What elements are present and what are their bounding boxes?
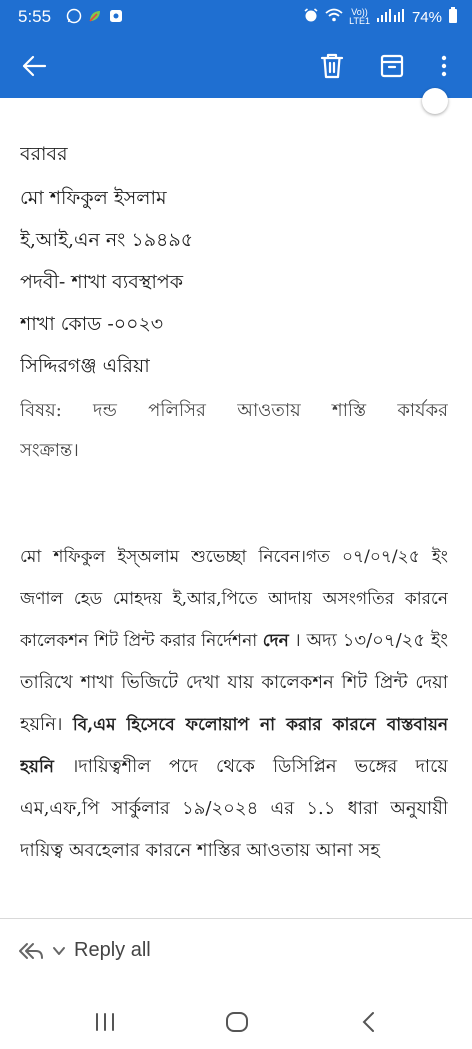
paragraph-part-3: ।দায়িত্বশীল পদে থেকে ডিসিপ্লিন ভঙ্গের দায়ে এম,এফ,পি সার্কুলার ১৯/২০২৪ এর ১.১ ধারা অনুযায়ী দায়িত্ব অবহেলার কারনে শাস্তির আওতায় আনা সহ bbox=[20, 756, 448, 861]
address-line-2: মো শফিকুল ইসলাম bbox=[20, 187, 167, 209]
reply-all-button[interactable] bbox=[18, 939, 151, 962]
network-label bbox=[349, 8, 370, 26]
email-body bbox=[20, 110, 448, 918]
app-leaf-icon bbox=[87, 8, 103, 27]
paragraph-bold-2: বি,এম হিসেবে ফলোয়াপ না করার কারনে বাস্তবায়ন হয়নি bbox=[20, 715, 448, 777]
toolbar bbox=[0, 34, 472, 98]
battery-icon bbox=[448, 7, 458, 27]
back-chevron-icon bbox=[361, 1011, 377, 1033]
more-options-button[interactable] bbox=[426, 48, 462, 84]
subject-line-2: সংক্রান্ত। bbox=[20, 440, 79, 461]
reply-all-label: Reply all bbox=[74, 939, 151, 961]
network-label-top: Vo)) bbox=[351, 7, 368, 17]
address-line-5: শাখা কোড -০০২৩ bbox=[20, 313, 164, 335]
archive-icon bbox=[380, 54, 404, 78]
trash-icon bbox=[320, 53, 344, 79]
home-button[interactable] bbox=[222, 1008, 252, 1036]
back-nav-button[interactable] bbox=[354, 1008, 384, 1036]
address-line-4: পদবী- শাখা ব্যবস্থাপক bbox=[20, 271, 184, 293]
address-line-1: বরাবর bbox=[20, 143, 68, 165]
home-icon bbox=[225, 1011, 249, 1033]
archive-button[interactable] bbox=[374, 48, 410, 84]
whatsapp-icon bbox=[66, 8, 82, 27]
subject-line-1: বিষয়: দন্ড পলিসির আওতায় শাস্তি কার্যকর bbox=[20, 400, 448, 421]
chevron-down-icon bbox=[52, 946, 66, 956]
paragraph-part-2: । অদ্য ১৩/০৭/২৫ ইং তারিখে শাখা ভিজিটে দেখা যায় কালেকশন শিট প্রিন্ট দেয়া হয়নি। bbox=[20, 630, 448, 735]
signal-icon bbox=[376, 8, 406, 26]
email-paragraph bbox=[20, 536, 448, 872]
recent-apps-button[interactable] bbox=[90, 1008, 120, 1036]
network-label-bottom: LTE1 bbox=[349, 16, 370, 26]
app-square-icon bbox=[108, 8, 124, 27]
status-time: 5:55 bbox=[18, 7, 52, 26]
reply-all-icon bbox=[18, 941, 44, 961]
status-right bbox=[303, 7, 458, 27]
more-vert-icon bbox=[440, 54, 448, 78]
battery-text: 74% bbox=[411, 8, 442, 26]
delete-button[interactable] bbox=[314, 48, 350, 84]
status-bar bbox=[0, 0, 472, 34]
app-header bbox=[0, 0, 472, 98]
back-arrow-icon bbox=[21, 54, 47, 78]
back-button[interactable] bbox=[16, 48, 52, 84]
paragraph-part-1: মো শফিকুল ইস্অলাম শুভেচ্ছা নিবেন।গত ০৭/০৭/২৫ ইং জণাল হেড মোহদয় ই,আর,পিতে আদায় অসংগতির কারনে কালেকশন শিট প্রিন্ট করার নির্দেশনা bbox=[20, 547, 448, 651]
address-line-6: সিদ্দিরগঞ্জ এরিয়া bbox=[20, 355, 150, 377]
system-nav-bar bbox=[0, 994, 472, 1049]
notification-icons bbox=[66, 8, 124, 27]
alarm-icon bbox=[303, 7, 319, 27]
paragraph-bold-1: দেন bbox=[262, 631, 289, 651]
address-line-3: ই,আই,এন নং ১৯৪৯৫ bbox=[20, 229, 194, 251]
reply-bar bbox=[0, 918, 472, 994]
recent-apps-icon bbox=[94, 1012, 116, 1032]
wifi-icon bbox=[325, 8, 343, 26]
